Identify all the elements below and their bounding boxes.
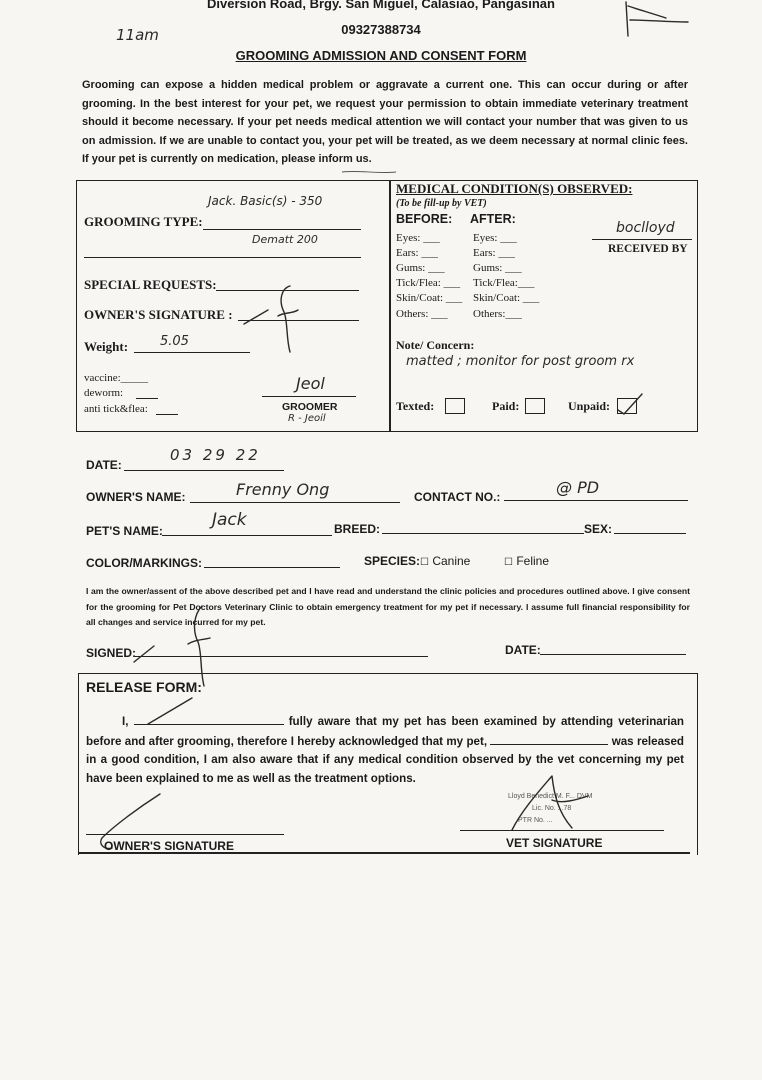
- contact-label: CONTACT NO.:: [414, 490, 501, 504]
- grooming-type-label: GROOMING TYPE:: [84, 214, 203, 229]
- vet-signature-label: VET SIGNATURE: [506, 836, 603, 850]
- feline-option-label: Feline: [516, 554, 549, 568]
- canine-option-label: Canine: [432, 554, 471, 568]
- owner-name-value: Frenny Ong: [236, 480, 330, 499]
- date-line: [124, 470, 284, 471]
- vaccine-label: vaccine:_____: [84, 372, 149, 384]
- medical-subheading: (To be fill-up by VET): [396, 198, 487, 209]
- before-eyes: Eyes: ___: [396, 232, 440, 244]
- clinic-address: Diversion Road, Brgy. San Miguel, Calasiao, Pangasinan: [207, 0, 555, 11]
- feline-option[interactable]: [504, 554, 549, 568]
- note-concern-label: Note/ Concern:: [396, 338, 475, 352]
- before-others: Others: ___: [396, 308, 448, 320]
- weight-value: 5.05: [160, 334, 189, 349]
- release-text-part-2: fully aware that my pet has been examined by attending veterinarian before and after grooming, therefore I hereby acknowledged that my pet,: [86, 715, 684, 748]
- feline-checkbox-icon[interactable]: ☐: [504, 557, 513, 568]
- color-markings-line: [204, 567, 340, 568]
- vet-signature-line: [460, 830, 664, 831]
- before-ears: Ears: ___: [396, 247, 438, 259]
- weight-line: [134, 352, 250, 353]
- release-owner-mark: [144, 694, 204, 728]
- unpaid-check-mark-icon: [612, 390, 646, 418]
- received-by-line: [592, 239, 692, 240]
- grooming-type-entry-2: Dematt 200: [252, 233, 318, 246]
- special-requests-label: SPECIAL REQUESTS:: [84, 277, 217, 292]
- medical-heading: MEDICAL CONDITION(S) OBSERVED:: [396, 181, 633, 196]
- owner-name-label: OWNER'S NAME:: [86, 490, 186, 504]
- pet-name-value: Jack: [212, 510, 247, 530]
- handwritten-time-note: 11am: [116, 26, 159, 44]
- before-skin-coat: Skin/Coat: ___: [396, 292, 463, 304]
- unpaid-label: Unpaid:: [568, 399, 611, 413]
- paid-label: Paid:: [492, 399, 520, 413]
- date-label: DATE:: [86, 458, 122, 472]
- intro-paragraph: Grooming can expose a hidden medical problem or aggravate a current one. This can occur during or after grooming. In the best interest for your pet, we request your permission to obtain immediate veterinary treatment should it become necessary. If your pet needs medical attention we will contact your number that was given to us on admission. If we are unable to contact you, your pet will be treated, as we deem necessary at normal clinic fees. If your pet is currently on medication, please inform us.: [82, 79, 688, 165]
- after-gums: Gums: ___: [473, 262, 522, 274]
- after-label: AFTER:: [470, 212, 516, 226]
- before-label: BEFORE:: [396, 212, 453, 226]
- after-ears: Ears: ___: [473, 247, 515, 259]
- before-tick-flea: Tick/Flea: ___: [396, 277, 461, 289]
- contact-line: [504, 500, 688, 501]
- stamp-line-1: Lloyd Benedict M. F... DVM: [508, 793, 593, 800]
- owner-signature-mark: [238, 282, 308, 356]
- vet-stamp: [492, 770, 622, 836]
- grooming-type-line-1: [203, 229, 361, 230]
- clinic-phone: 09327388734: [341, 22, 421, 37]
- corner-mark-icon: [620, 0, 700, 40]
- release-owner-signature-label: OWNER'S SIGNATURE: [104, 839, 234, 853]
- sex-line: [614, 533, 686, 534]
- groomer-label: GROOMER: [282, 401, 338, 413]
- weight-label: Weight:: [84, 339, 129, 354]
- deworm-label: deworm:: [84, 387, 124, 399]
- date2-line: [540, 654, 686, 655]
- form-title: GROOMING ADMISSION AND CONSENT FORM: [235, 48, 527, 63]
- before-gums: Gums: ___: [396, 262, 445, 274]
- anti-tick-line: [156, 414, 178, 415]
- date-value: 03 29 22: [170, 446, 261, 464]
- box-divider: [389, 180, 391, 432]
- release-pet-blank: [490, 732, 608, 745]
- stamp-line-2: Lic. No. ...78: [532, 805, 572, 812]
- sex-label: SEX:: [584, 522, 613, 536]
- release-text-part-3: was released in a good condition, I am also aware that if any medical condition observed by the vet concerning my pet have been explained to me as well as the treatment options.: [86, 734, 685, 785]
- grooming-type-line-2: [84, 257, 361, 258]
- owner-name-line: [190, 502, 400, 503]
- note-concern-value: matted ; monitor for post groom rx: [406, 354, 635, 369]
- after-tick-flea: Tick/Flea:___: [473, 277, 535, 289]
- grooming-type-entry-1: Jack. Basic(s) - 350: [208, 194, 323, 208]
- release-form-title: RELEASE FORM:: [86, 679, 202, 695]
- consent-paragraph: I am the owner/assent of the above described pet and I have read and understand the clinic policies and procedures outlined above. I give consent for the grooming for Pet Doctors Veterinary Clinic to obtain emergency treatment for my pet if necessary. I assume full financial responsibility for all changes and service incurred for my pet.: [86, 586, 690, 627]
- color-markings-label: COLOR/MARKINGS:: [86, 556, 202, 570]
- canine-checkbox-icon[interactable]: ☐: [420, 557, 429, 568]
- stamp-line-3: PTR No. ...: [518, 817, 553, 824]
- stray-mark: [340, 166, 400, 178]
- groomer-signature: Jeol: [296, 374, 325, 393]
- owner-signature-label: OWNER'S SIGNATURE :: [84, 307, 233, 322]
- release-text-part-1: I,: [122, 715, 134, 728]
- breed-line: [382, 533, 584, 534]
- deworm-line: [136, 398, 158, 399]
- contact-value: @ PD: [556, 478, 600, 497]
- signed-label: SIGNED:: [86, 646, 137, 660]
- texted-label: Texted:: [396, 399, 435, 413]
- groomer-name: R - Jeoil: [288, 413, 326, 424]
- texted-checkbox[interactable]: [445, 398, 465, 414]
- received-by-signature: boclloyd: [616, 220, 675, 236]
- groomer-line: [262, 396, 356, 397]
- after-skin-coat: Skin/Coat: ___: [473, 292, 540, 304]
- species-label: SPECIES:: [364, 554, 421, 568]
- owner-signature-line-2: [86, 834, 284, 835]
- after-others: Others:___: [473, 308, 522, 320]
- after-eyes: Eyes: ___: [473, 232, 517, 244]
- pet-name-label: PET'S NAME:: [86, 524, 163, 538]
- breed-label: BREED:: [334, 522, 381, 536]
- anti-tick-label: anti tick&flea:: [84, 403, 148, 415]
- date2-label: DATE:: [505, 643, 541, 657]
- paid-checkbox[interactable]: [525, 398, 545, 414]
- canine-option[interactable]: [420, 554, 470, 568]
- received-by-label: RECEIVED BY: [608, 243, 688, 255]
- pet-name-line: [162, 535, 332, 536]
